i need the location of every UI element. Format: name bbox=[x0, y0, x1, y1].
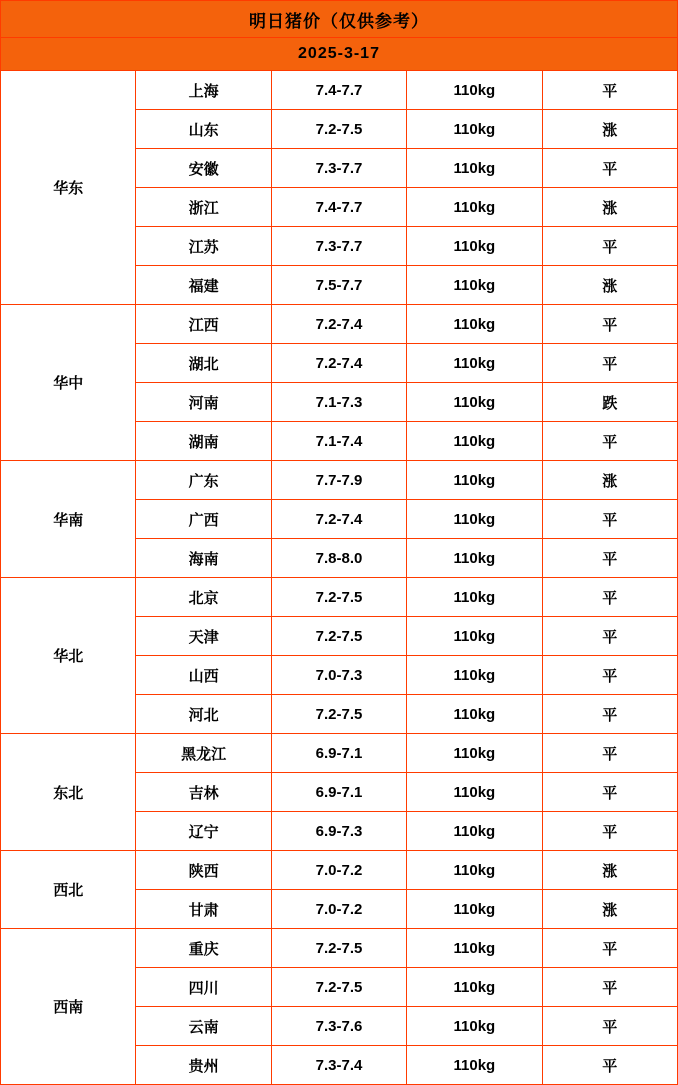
province-cell: 四川 bbox=[136, 968, 271, 1007]
province-cell: 湖南 bbox=[136, 422, 271, 461]
weight-cell: 110kg bbox=[407, 890, 542, 929]
province-cell: 浙江 bbox=[136, 188, 271, 227]
region-cell: 西北 bbox=[1, 851, 136, 929]
trend-cell: 平 bbox=[542, 812, 677, 851]
table-body bbox=[1, 71, 678, 1085]
price-cell: 7.3-7.7 bbox=[271, 227, 406, 266]
trend-cell: 平 bbox=[542, 422, 677, 461]
weight-cell: 110kg bbox=[407, 578, 542, 617]
trend-cell: 平 bbox=[542, 539, 677, 578]
price-cell: 7.2-7.5 bbox=[271, 695, 406, 734]
province-cell: 福建 bbox=[136, 266, 271, 305]
weight-cell: 110kg bbox=[407, 695, 542, 734]
trend-cell: 平 bbox=[542, 149, 677, 188]
price-cell: 7.2-7.4 bbox=[271, 305, 406, 344]
trend-cell: 涨 bbox=[542, 266, 677, 305]
price-cell: 7.2-7.5 bbox=[271, 617, 406, 656]
price-cell: 7.2-7.4 bbox=[271, 344, 406, 383]
weight-cell: 110kg bbox=[407, 461, 542, 500]
trend-cell: 涨 bbox=[542, 110, 677, 149]
trend-cell: 涨 bbox=[542, 188, 677, 227]
trend-cell: 平 bbox=[542, 734, 677, 773]
price-cell: 6.9-7.3 bbox=[271, 812, 406, 851]
price-cell: 7.0-7.3 bbox=[271, 656, 406, 695]
trend-cell: 平 bbox=[542, 656, 677, 695]
weight-cell: 110kg bbox=[407, 968, 542, 1007]
province-cell: 河北 bbox=[136, 695, 271, 734]
weight-cell: 110kg bbox=[407, 110, 542, 149]
weight-cell: 110kg bbox=[407, 383, 542, 422]
region-cell: 东北 bbox=[1, 734, 136, 851]
trend-cell: 平 bbox=[542, 617, 677, 656]
price-cell: 7.2-7.5 bbox=[271, 110, 406, 149]
weight-cell: 110kg bbox=[407, 539, 542, 578]
weight-cell: 110kg bbox=[407, 773, 542, 812]
date-row bbox=[1, 38, 678, 71]
weight-cell: 110kg bbox=[407, 1007, 542, 1046]
province-cell: 吉林 bbox=[136, 773, 271, 812]
trend-cell: 涨 bbox=[542, 890, 677, 929]
province-cell: 辽宁 bbox=[136, 812, 271, 851]
province-cell: 云南 bbox=[136, 1007, 271, 1046]
price-cell: 6.9-7.1 bbox=[271, 734, 406, 773]
province-cell: 重庆 bbox=[136, 929, 271, 968]
region-cell: 西南 bbox=[1, 929, 136, 1085]
province-cell: 黑龙江 bbox=[136, 734, 271, 773]
weight-cell: 110kg bbox=[407, 1046, 542, 1085]
weight-cell: 110kg bbox=[407, 500, 542, 539]
trend-cell: 涨 bbox=[542, 851, 677, 890]
weight-cell: 110kg bbox=[407, 71, 542, 110]
table-row bbox=[1, 851, 678, 890]
price-cell: 7.5-7.7 bbox=[271, 266, 406, 305]
province-cell: 陕西 bbox=[136, 851, 271, 890]
region-cell: 华东 bbox=[1, 71, 136, 305]
weight-cell: 110kg bbox=[407, 656, 542, 695]
province-cell: 江苏 bbox=[136, 227, 271, 266]
trend-cell: 跌 bbox=[542, 383, 677, 422]
price-cell: 7.1-7.3 bbox=[271, 383, 406, 422]
province-cell: 安徽 bbox=[136, 149, 271, 188]
province-cell: 广东 bbox=[136, 461, 271, 500]
trend-cell: 平 bbox=[542, 578, 677, 617]
province-cell: 江西 bbox=[136, 305, 271, 344]
trend-cell: 平 bbox=[542, 344, 677, 383]
province-cell: 北京 bbox=[136, 578, 271, 617]
weight-cell: 110kg bbox=[407, 734, 542, 773]
trend-cell: 涨 bbox=[542, 461, 677, 500]
table-header bbox=[1, 1, 678, 71]
trend-cell: 平 bbox=[542, 305, 677, 344]
weight-cell: 110kg bbox=[407, 851, 542, 890]
weight-cell: 110kg bbox=[407, 617, 542, 656]
price-cell: 7.0-7.2 bbox=[271, 851, 406, 890]
trend-cell: 平 bbox=[542, 695, 677, 734]
table-row bbox=[1, 71, 678, 110]
table-row bbox=[1, 578, 678, 617]
province-cell: 甘肃 bbox=[136, 890, 271, 929]
region-cell: 华中 bbox=[1, 305, 136, 461]
province-cell: 天津 bbox=[136, 617, 271, 656]
weight-cell: 110kg bbox=[407, 344, 542, 383]
price-cell: 7.4-7.7 bbox=[271, 71, 406, 110]
price-cell: 7.2-7.5 bbox=[271, 929, 406, 968]
trend-cell: 平 bbox=[542, 1007, 677, 1046]
date-label: 2025-3-17 bbox=[1, 38, 678, 71]
price-cell: 7.0-7.2 bbox=[271, 890, 406, 929]
trend-cell: 平 bbox=[542, 1046, 677, 1085]
province-cell: 上海 bbox=[136, 71, 271, 110]
table-row bbox=[1, 734, 678, 773]
price-cell: 7.2-7.4 bbox=[271, 500, 406, 539]
price-cell: 7.8-8.0 bbox=[271, 539, 406, 578]
weight-cell: 110kg bbox=[407, 305, 542, 344]
trend-cell: 平 bbox=[542, 773, 677, 812]
price-cell: 7.2-7.5 bbox=[271, 578, 406, 617]
price-cell: 7.3-7.4 bbox=[271, 1046, 406, 1085]
province-cell: 海南 bbox=[136, 539, 271, 578]
price-cell: 7.2-7.5 bbox=[271, 968, 406, 1007]
province-cell: 山东 bbox=[136, 110, 271, 149]
weight-cell: 110kg bbox=[407, 422, 542, 461]
price-cell: 7.3-7.7 bbox=[271, 149, 406, 188]
province-cell: 湖北 bbox=[136, 344, 271, 383]
weight-cell: 110kg bbox=[407, 149, 542, 188]
trend-cell: 平 bbox=[542, 71, 677, 110]
table-row bbox=[1, 929, 678, 968]
price-cell: 6.9-7.1 bbox=[271, 773, 406, 812]
price-cell: 7.7-7.9 bbox=[271, 461, 406, 500]
region-cell: 华南 bbox=[1, 461, 136, 578]
weight-cell: 110kg bbox=[407, 812, 542, 851]
trend-cell: 平 bbox=[542, 968, 677, 1007]
weight-cell: 110kg bbox=[407, 266, 542, 305]
trend-cell: 平 bbox=[542, 929, 677, 968]
page-title: 明日猪价（仅供参考） bbox=[1, 1, 678, 38]
weight-cell: 110kg bbox=[407, 188, 542, 227]
weight-cell: 110kg bbox=[407, 929, 542, 968]
region-cell: 华北 bbox=[1, 578, 136, 734]
province-cell: 山西 bbox=[136, 656, 271, 695]
province-cell: 河南 bbox=[136, 383, 271, 422]
table-row bbox=[1, 305, 678, 344]
table-row bbox=[1, 461, 678, 500]
price-cell: 7.1-7.4 bbox=[271, 422, 406, 461]
trend-cell: 平 bbox=[542, 500, 677, 539]
price-cell: 7.4-7.7 bbox=[271, 188, 406, 227]
province-cell: 贵州 bbox=[136, 1046, 271, 1085]
weight-cell: 110kg bbox=[407, 227, 542, 266]
trend-cell: 平 bbox=[542, 227, 677, 266]
price-cell: 7.3-7.6 bbox=[271, 1007, 406, 1046]
province-cell: 广西 bbox=[136, 500, 271, 539]
title-row bbox=[1, 1, 678, 38]
